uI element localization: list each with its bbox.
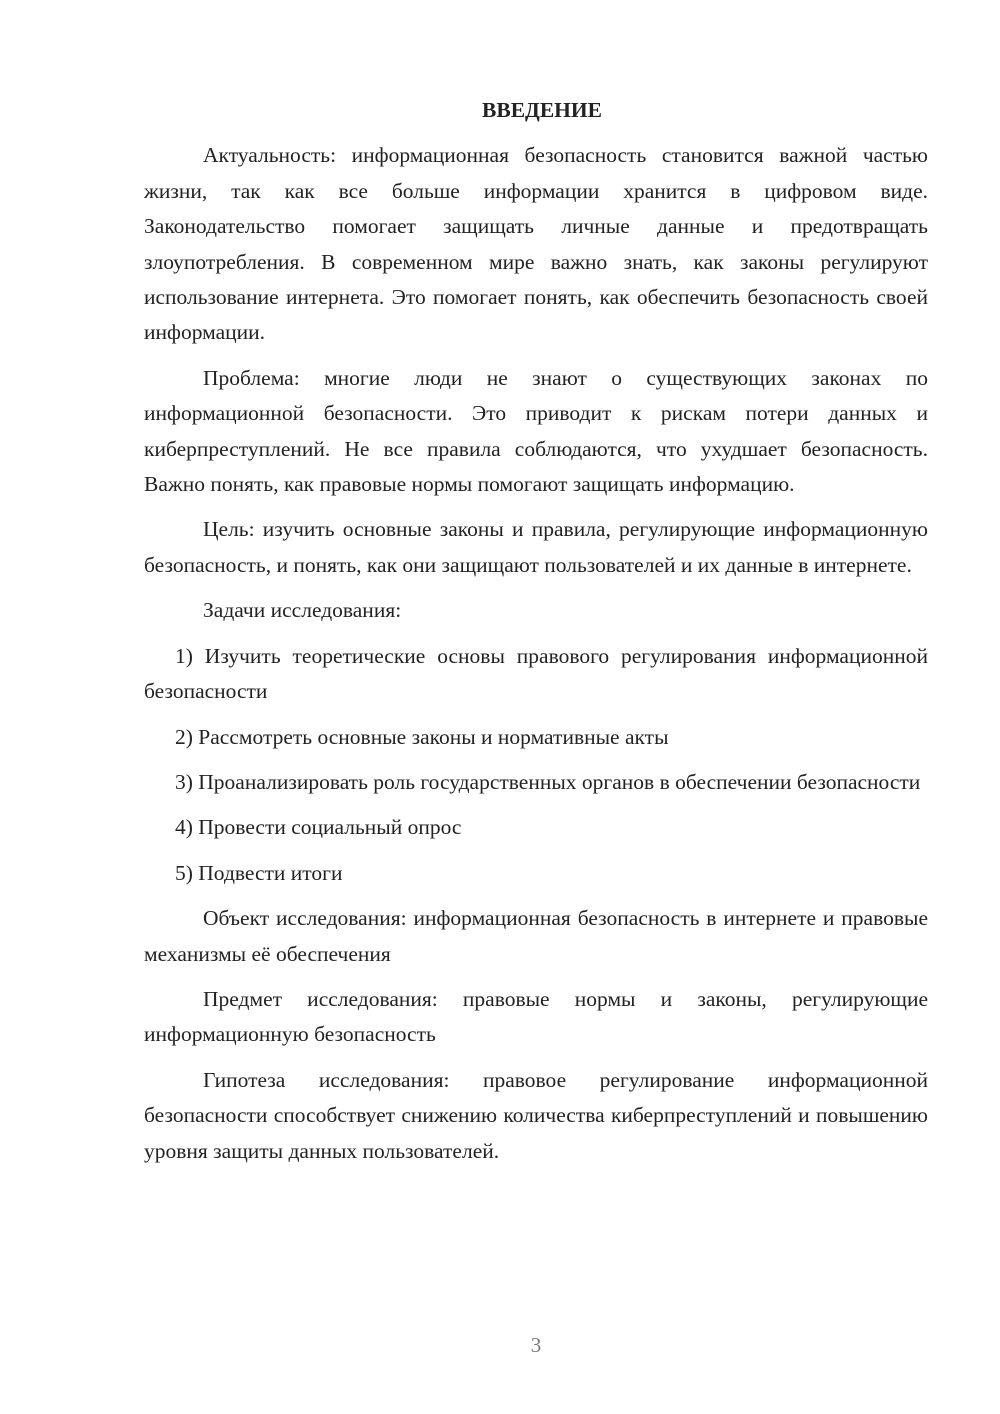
goal-paragraph: Цель: изучить основные законы и правила, регулирующие информационную безопасность, и понять, как они защищают пользователей и их данные в интернете.: [144, 517, 928, 577]
problem-paragraph: Проблема: многие люди не знают о существующих законах по информационной безопасности. Это приводит к рискам потери данных и киберпреступлений. Не все правила соблюдаются, что ухудшает безопасность. Важно понять, как правовые нормы помогают защищать информацию.: [144, 365, 928, 497]
subject-paragraph: Предмет исследования: правовые нормы и законы, регулирующие информационную безопасность: [144, 986, 928, 1047]
tasks-list: [144, 639, 928, 891]
section-title: ВВЕДЕНИЕ: [482, 98, 602, 122]
page-number: 3: [530, 1333, 542, 1357]
page-content: [144, 93, 928, 1169]
tasks-heading: Задачи исследования:: [203, 598, 402, 623]
task-item-2: 2) Рассмотреть основные законы и нормативные акты: [175, 724, 669, 749]
task-item-4: 4) Провести социальный опрос: [175, 815, 462, 840]
task-item-5: 5) Подвести итоги: [175, 860, 343, 885]
relevance-paragraph: Актуальность: информационная безопасность становится важной частью жизни, так как все больше информации хранится в цифровом виде. Законодательство помогает защищать личные данные и предотвращать злоупотребления. В современном мире важно знать, как законы регулируют использование интернета. Это помогает понять, как обеспечить безопасность своей информации.: [144, 143, 928, 345]
task-item-3: 3) Проанализировать роль государственных органов в обеспечении безопасности: [175, 769, 921, 794]
object-paragraph: Объект исследования: информационная безопасность в интернете и правовые механизмы её обеспечения: [144, 906, 928, 966]
hypothesis-paragraph: Гипотеза исследования: правовое регулирование информационной безопасности способствует снижению количества киберпреступлений и повышению уровня защиты данных пользователей.: [144, 1067, 928, 1163]
task-item-1: 1) Изучить теоретические основы правового регулирования информационной безопасности: [144, 643, 928, 704]
